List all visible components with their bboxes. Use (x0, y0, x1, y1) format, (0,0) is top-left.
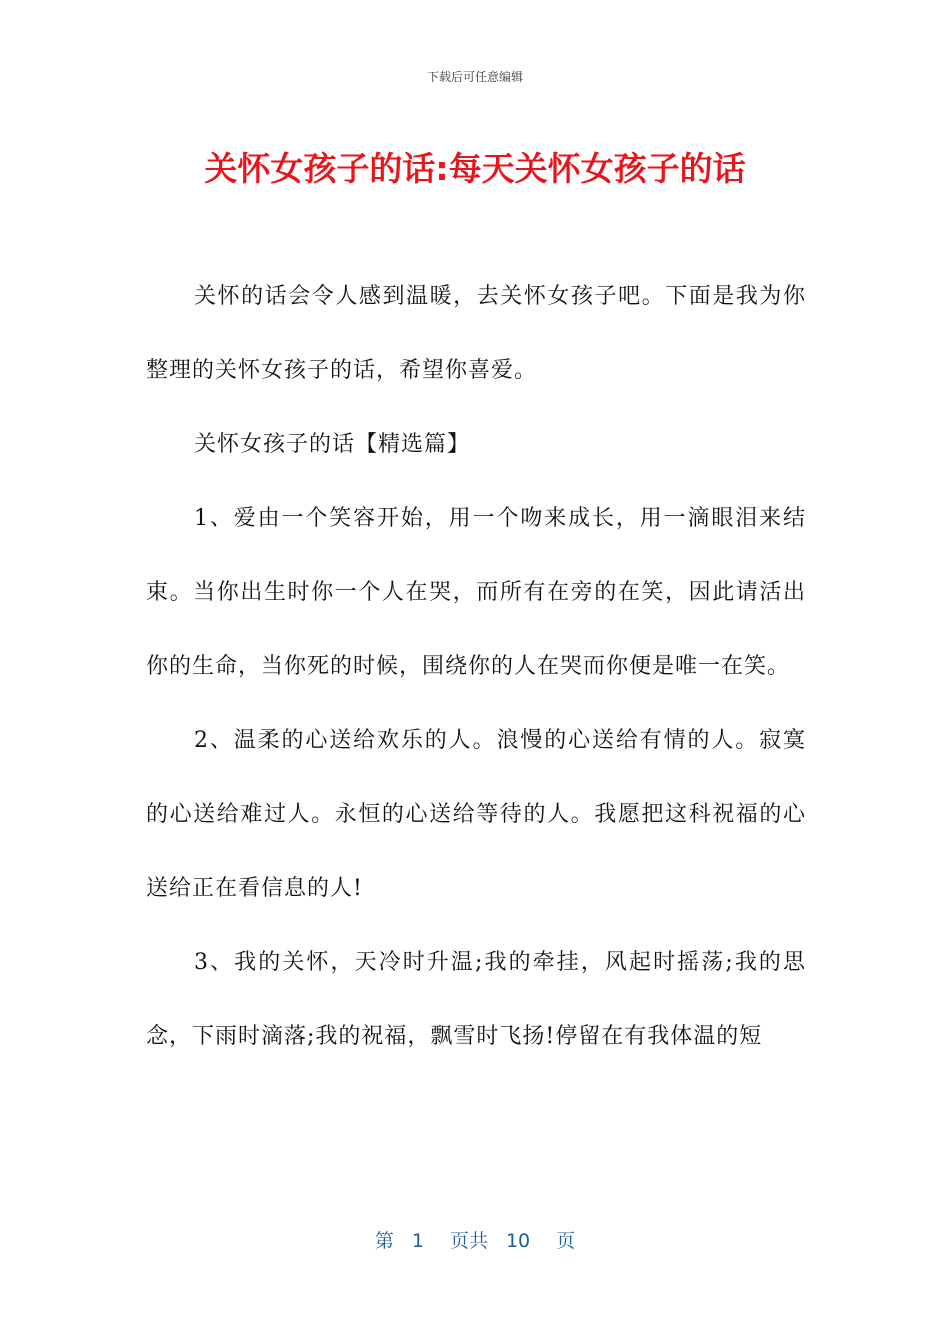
quote-paragraph-3: 3、我的关怀，天冷时升温;我的牵挂，风起时摇荡;我的思念，下雨时滴落;我的祝福，飘雪时飞扬!停留在有我体温的短 (146, 950, 806, 1049)
footer-middle: 页共 (449, 1230, 488, 1252)
footer-page-number: 1 (411, 1230, 424, 1252)
page-footer (0, 1226, 950, 1253)
footer-prefix: 第 (374, 1230, 394, 1252)
footer-total-pages: 10 (505, 1230, 531, 1252)
intro-paragraph: 关怀的话会令人感到温暖，去关怀女孩子吧。下面是我为你整理的关怀女孩子的话，希望你喜爱。 (146, 284, 806, 383)
document-body (146, 260, 806, 1074)
footer-suffix: 页 (556, 1230, 576, 1252)
document-title: 关怀女孩子的话:每天关怀女孩子的话 (204, 149, 746, 188)
page-header-note: 下载后可任意编辑 (426, 70, 523, 84)
quote-paragraph-2: 2、温柔的心送给欢乐的人。浪慢的心送给有情的人。寂寞的心送给难过人。永恒的心送给等待的人。我愿把这科祝福的心送给正在看信息的人! (146, 728, 806, 901)
quote-paragraph-1: 1、爱由一个笑容开始，用一个吻来成长，用一滴眼泪来结束。当你出生时你一个人在哭，而所有在旁的在笑，因此请活出你的生命，当你死的时候，围绕你的人在哭而你便是唯一在笑。 (146, 506, 806, 679)
section-heading: 关怀女孩子的话【精选篇】 (194, 432, 471, 457)
